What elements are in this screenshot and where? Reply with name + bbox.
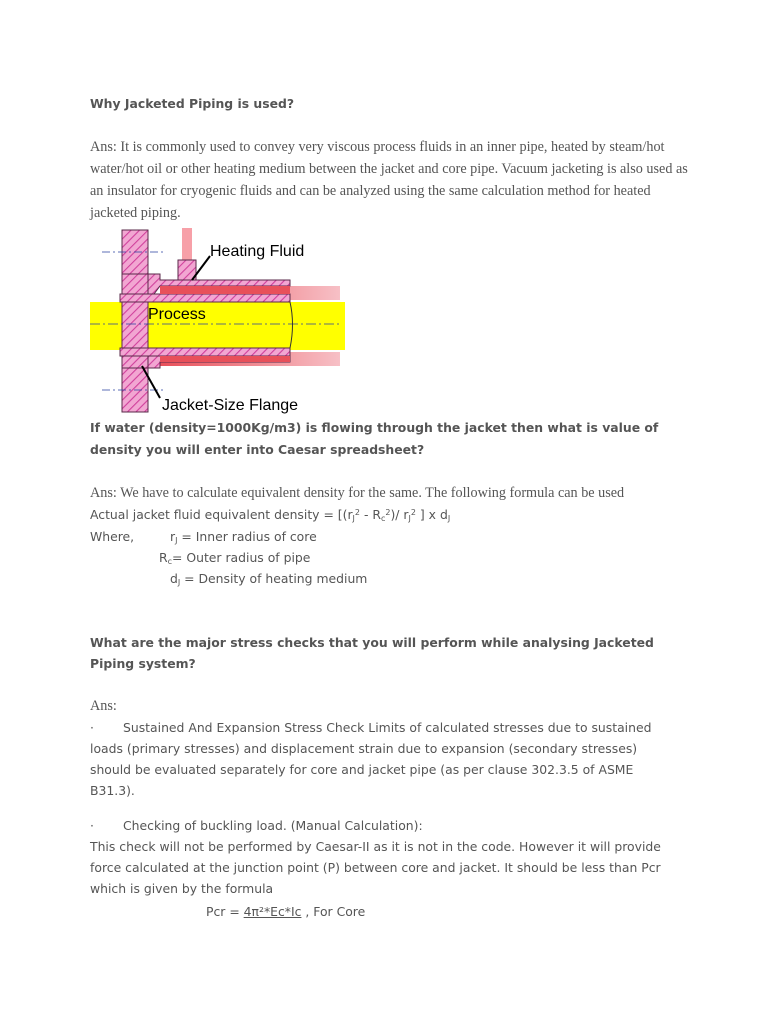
bullet-1: · xyxy=(90,720,94,735)
question-why-jacketed-piping: Why Jacketed Piping is used? xyxy=(90,96,295,111)
item1-line-3: should be evaluated separately for core and jacket pipe (as per clause 302.3.5 of ASME xyxy=(90,762,634,777)
label-jacket-size-flange: Jacket-Size Flange xyxy=(162,397,299,414)
answer-line-4: jacketed piping. xyxy=(90,205,181,221)
label-process: Process xyxy=(148,306,206,323)
def-density: $d_J$ = Density of heating medium xyxy=(170,571,368,587)
question2-line-2: density you will enter into Caesar spreadsheet? xyxy=(90,442,425,457)
jacketed-pipe-diagram xyxy=(90,228,345,418)
core-wall-top xyxy=(120,294,290,302)
bullet-2: · xyxy=(90,818,94,833)
pcr-formula-line: Pcr = 4π²*Ec*Ic , For Core xyxy=(206,904,366,919)
question2-line-1: If water (density=1000Kg/m3) is flowing through the jacket then what is value of xyxy=(90,420,659,435)
jacket-fluid-annulus-bottom xyxy=(160,356,290,362)
item1-line-4: B31.3). xyxy=(90,783,135,798)
answer2-line: Ans: We have to calculate equivalent density for the same. The following formula can be used xyxy=(90,485,625,501)
item2-title: Checking of buckling load. (Manual Calculation): xyxy=(123,818,423,833)
item2-line-2: force calculated at the junction point (P) between core and jacket. It should be less than Pcr xyxy=(90,860,661,875)
item1-line-2: loads (primary stresses) and displacement strain due to expansion (secondary stresses) xyxy=(90,741,638,756)
formula-equivalent-density: Actual jacket fluid equivalent density = [$(r_J^2 - R_c^2)/$ $r_J^2$ ] x $d_J$ xyxy=(90,507,451,523)
item2-line-3: which is given by the formula xyxy=(90,881,274,896)
heating-fluid-inlet-flow xyxy=(182,228,192,260)
item2-line-1: This check will not be performed by Caesar-II as it is not in the code. However it will provide xyxy=(90,839,661,854)
def-inner-radius: $r_J$ = Inner radius of core xyxy=(170,529,317,545)
answer-line-3: an insulator for cryogenic fluids and can be analyzed using the same calculation method for heated xyxy=(90,183,651,199)
question3-line-1: What are the major stress checks that you will perform while analysing Jacketed xyxy=(90,635,654,650)
jacket-fluid-annulus-top xyxy=(160,286,290,294)
answer-line-1: Ans: It is commonly used to convey very viscous process fluids in an inner pipe, heated by steam/hot xyxy=(90,139,665,155)
label-heating-fluid: Heating Fluid xyxy=(210,243,305,260)
item1-line-1: Sustained And Expansion Stress Check Limits of calculated stresses due to sustained xyxy=(123,720,652,735)
answer3-label: Ans: xyxy=(90,698,117,714)
question3-line-2: Piping system? xyxy=(90,656,196,671)
answer-line-2: water/hot oil or other heating medium between the jacket and core pipe. Vacuum jacketing is also used as xyxy=(90,161,688,177)
def-outer-radius: $R_c=$ Outer radius of pipe xyxy=(159,550,311,566)
core-wall-bottom xyxy=(120,348,290,356)
where-label: Where, xyxy=(90,529,135,544)
